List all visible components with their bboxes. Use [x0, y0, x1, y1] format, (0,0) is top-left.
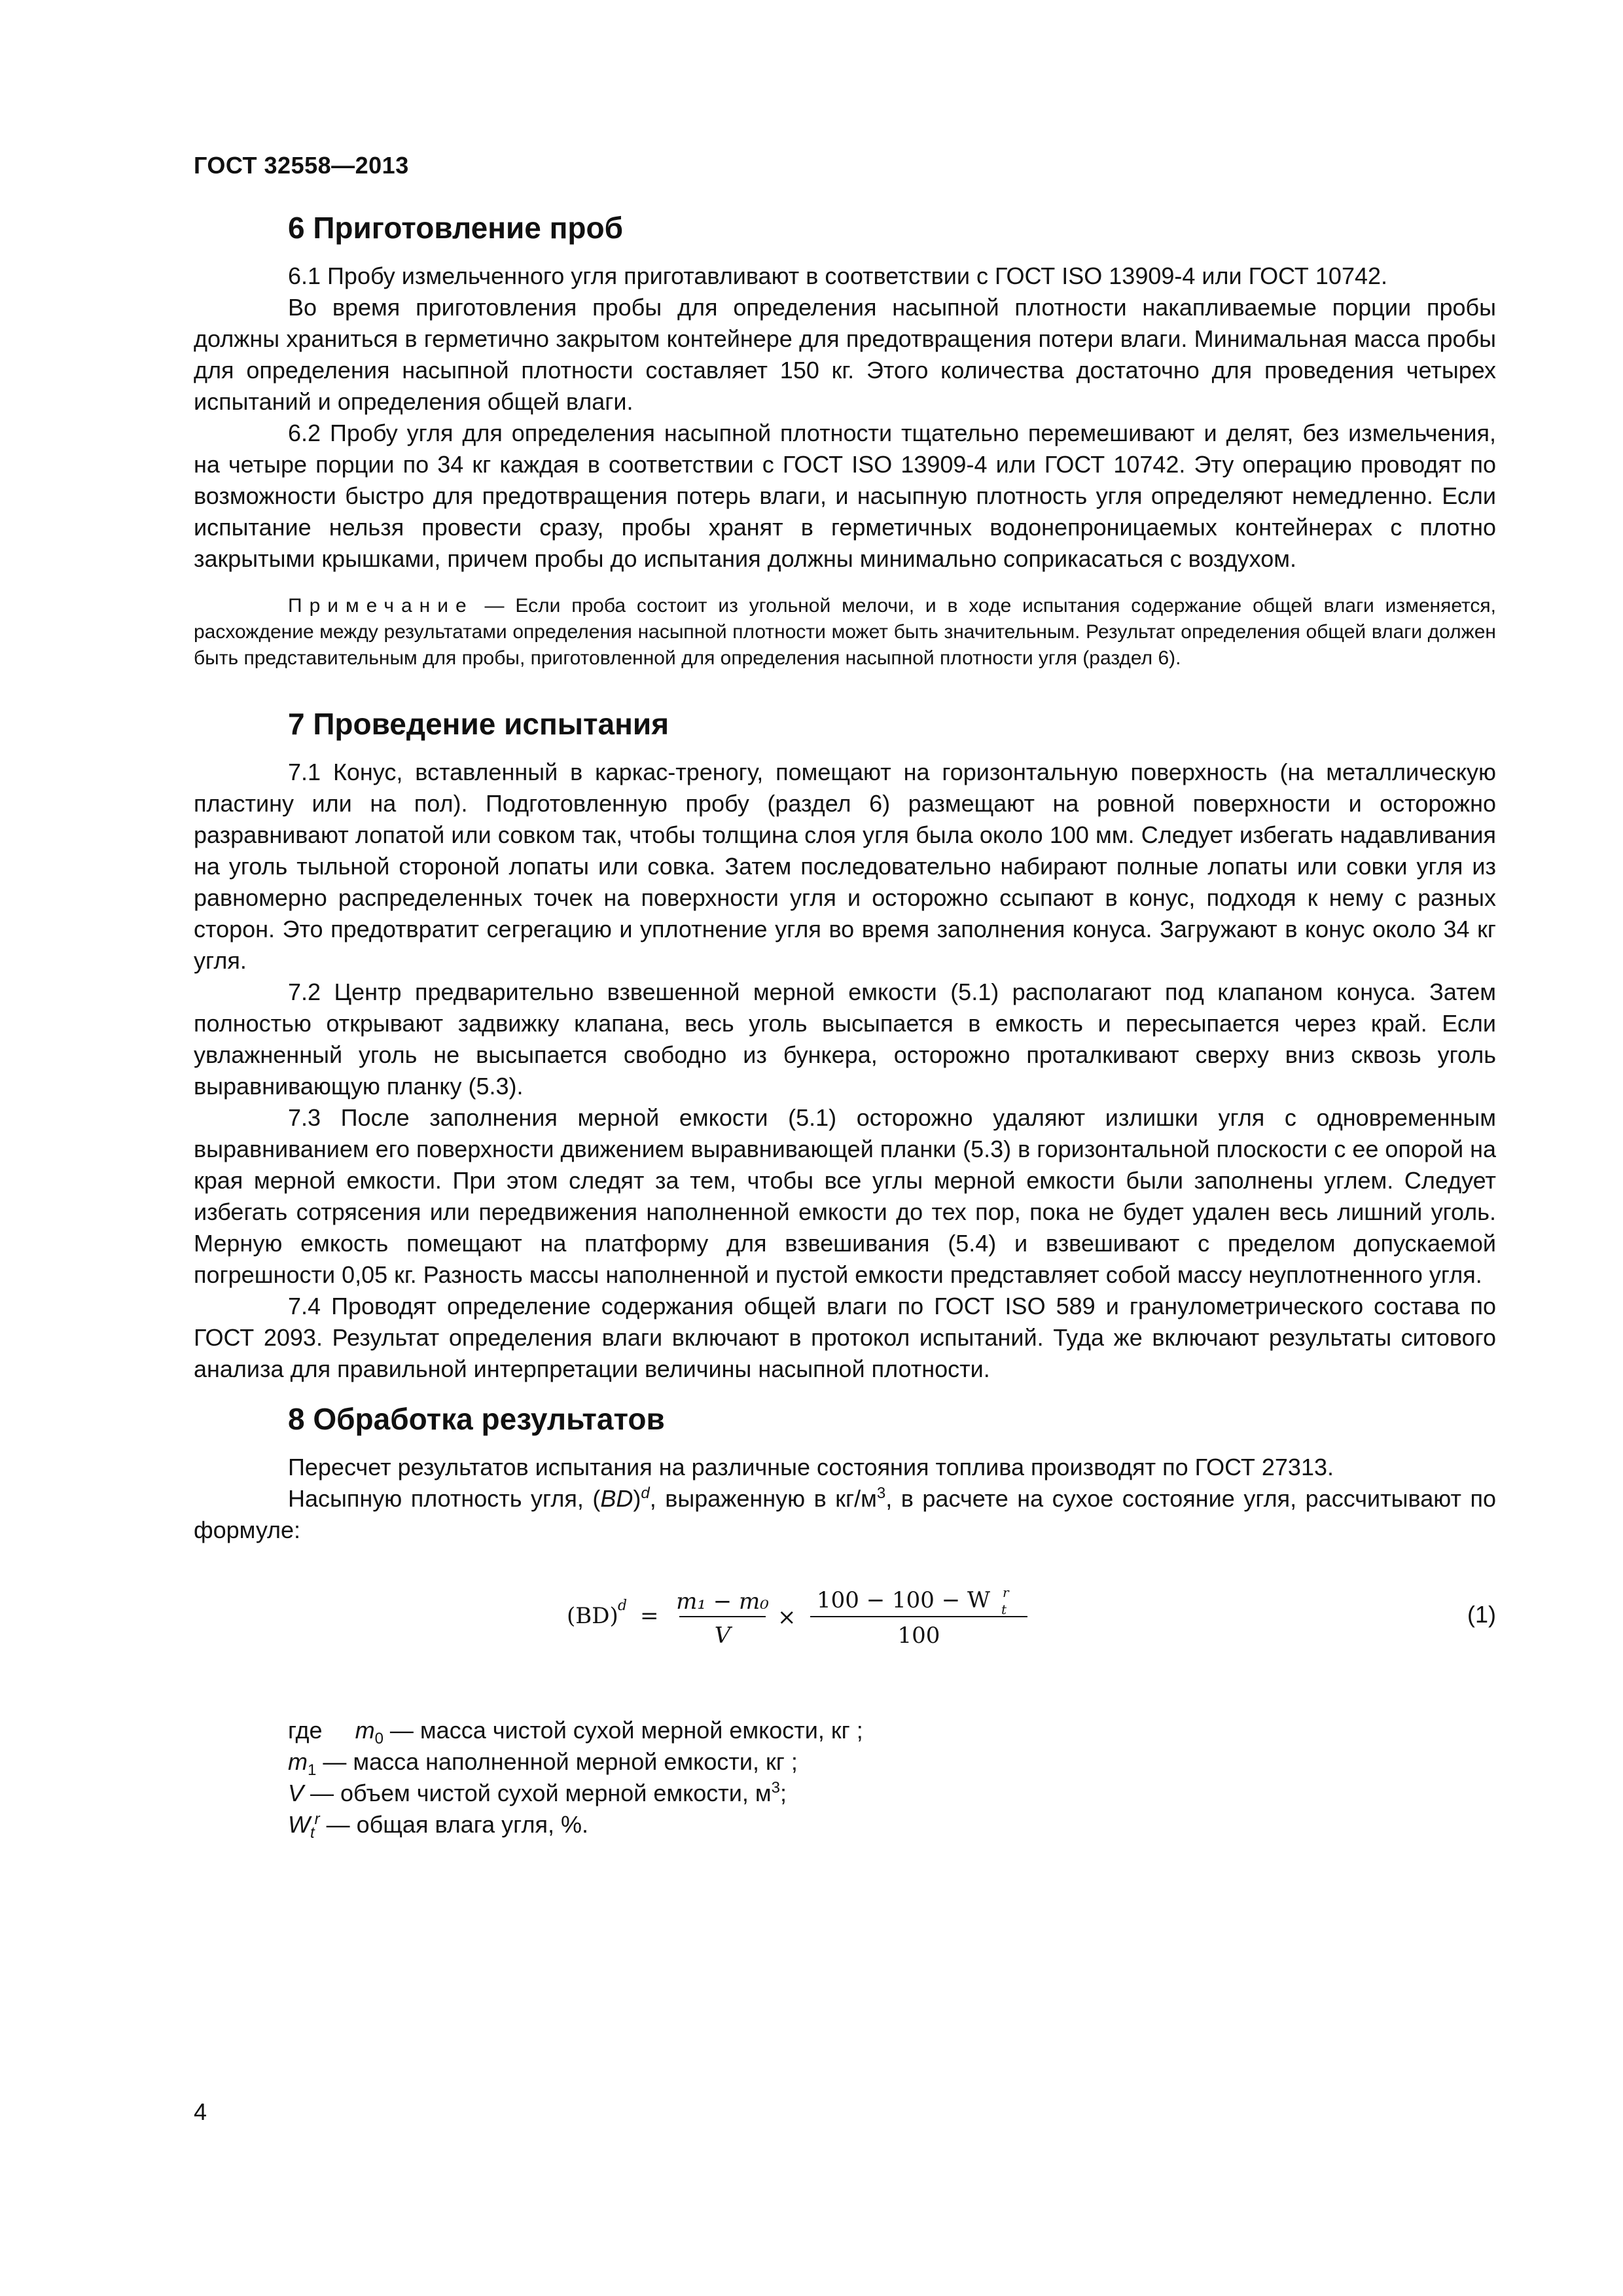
formula-lhs: (BD) — [567, 1603, 618, 1629]
section-8-title: 8 Обработка результатов — [288, 1402, 665, 1436]
formula-1 — [194, 1580, 1496, 1652]
note — [194, 593, 1496, 672]
note-label: Примечание — [288, 595, 474, 617]
formula-expression — [567, 1580, 1077, 1652]
definition-m0: где $m_0$ — масса чистой сухой мерной емкости, кг ; — [288, 1717, 863, 1748]
fraction2-numerator: 100 − 100 − W — [817, 1587, 990, 1613]
formula-lhs-sup: d — [618, 1598, 628, 1614]
fraction2-sup: r — [1003, 1585, 1009, 1600]
paragraph-7-4: 7.4 Проводят определение содержания общей влаги по ГОСТ ISO 589 и гранулометрического состава по ГОСТ 2093. Результат определения влаги включают в протокол испытаний. Туда же включают результаты ситового анализа для правильной интерпретации величины насыпной плотности. — [194, 1293, 1496, 1382]
paragraph-7-3: 7.3 После заполнения мерной емкости (5.1) осторожно удаляют излишки угля с одновременным выравниванием его поверхности движением выравнивающей планки (5.3) в горизонтальной плоскости с ее опорой на края мерной емкости. При этом следят за тем, чтобы все углы мерной емкости были заполнены углем. Следует избегать сотрясения или передвижения наполненной емкости до тех пор, пока не будет удален весь лишний уголь. Мерную емкость помещают на платформу для взвешивания (5.4) и взвешивают с пределом допускаемой погрешности 0,05 кг. Разность массы наполненной и пустой емкости представляет собой массу неуплотненного угля. — [194, 1104, 1496, 1288]
paragraph-8-1: Пересчет результатов испытания на различные состояния топлива производят по ГОСТ 27313. — [288, 1454, 1334, 1480]
fraction2-denominator: 100 — [897, 1623, 940, 1649]
page-content — [194, 209, 1496, 1840]
fraction1-denominator: V — [714, 1623, 731, 1649]
note-text: — Если проба состоит из угольной мелочи, и в ходе испытания содержание общей влаги изменяется, расхождение между результатами определения насыпной плотности может быть значительным. Результат определения общей влаги должен быть представительным для пробы, приготовленной для определения насыпной плотности угля (раздел 6). — [194, 595, 1496, 669]
definition-m1: $m_1$ — масса наполненной мерной емкости, кг ; — [288, 1748, 798, 1780]
paragraph-7-2: 7.2 Центр предварительно взвешенной мерной емкости (5.1) располагают под клапаном конуса. Затем полностью открывают задвижку клапана, весь уголь высыпается в емкость и пересыпается через край. Если увлажненный уголь не высыпается свободно из бункера, осторожно проталкивают сверху вниз сквозь уголь выравнивающую планку (5.3). — [194, 978, 1496, 1100]
definition-v: V — объем чистой сухой мерной емкости, $м^3$; — [288, 1779, 787, 1806]
definition-w: $W_t^r$ — общая влага угля, %. — [288, 1810, 588, 1842]
paragraph-8-2: Насыпную плотность угля, (BD)$^d$, выраженную в $кг/м^3$, в расчете на сухое состояние угля, рассчитывают по формуле: — [194, 1484, 1496, 1543]
formula-equals: = — [640, 1603, 659, 1629]
variable-definitions — [194, 1715, 1496, 1840]
section-6-title: 6 Приготовление проб — [288, 211, 624, 245]
fraction1-numerator: m₁ − m₀ — [676, 1588, 769, 1615]
paragraph-6-1-cont: Во время приготовления пробы для определения насыпной плотности накапливаемые порции пробы должны храниться в герметично закрытом контейнере для предотвращения потери влаги. Минимальная масса пробы для определения насыпной плотности составляет 150 кг. Этого количества достаточно для проведения четырех испытаний и определения общей влаги. — [194, 294, 1496, 415]
document-header: ГОСТ 32558—2013 — [194, 152, 409, 179]
section-7-title: 7 Проведение испытания — [288, 707, 669, 741]
paragraph-6-2: 6.2 Пробу угля для определения насыпной плотности тщательно перемешивают и делят, без измельчения, на четыре порции по 34 кг каждая в соответствии с ГОСТ ISO 13909-4 или ГОСТ 10742. Эту операцию проводят по возможности быстро для предотвращения потерь влаги, и насыпную плотность угля определяют немедленно. Если испытание нельзя провести сразу, пробы хранят в герметичных водонепроницаемых контейнерах с плотно закрытыми крышками, причем пробы до испытания должны минимально соприкасаться с воздухом. — [194, 420, 1496, 572]
paragraph-6-1: 6.1 Пробу измельченного угля приготавливают в соответствии с ГОСТ ISO 13909-4 или ГОСТ 10742. — [288, 262, 1388, 289]
fraction2-sub: t — [1001, 1602, 1007, 1617]
page-number: 4 — [194, 2098, 207, 2125]
formula-number: (1) — [1467, 1601, 1496, 1628]
formula-times: × — [777, 1604, 796, 1630]
paragraph-7-1: 7.1 Конус, вставленный в каркас-треногу, помещают на горизонтальную поверхность (на металлическую пластину или на пол). Подготовленную пробу (раздел 6) размещают на ровной поверхности и осторожно разравнивают лопатой или совком так, чтобы толщина слоя угля была около 100 мм. Следует избегать надавливания на уголь тыльной стороной лопаты или совка. Затем последовательно набирают полные лопаты или совки угля из равномерно распределенных точек на поверхности угля и осторожно ссыпают в конус, подходя к нему с разных сторон. Это предотвратит сегрегацию и уплотнение угля во время заполнения конуса. Загружают в конус около 34 кг угля. — [194, 759, 1496, 974]
